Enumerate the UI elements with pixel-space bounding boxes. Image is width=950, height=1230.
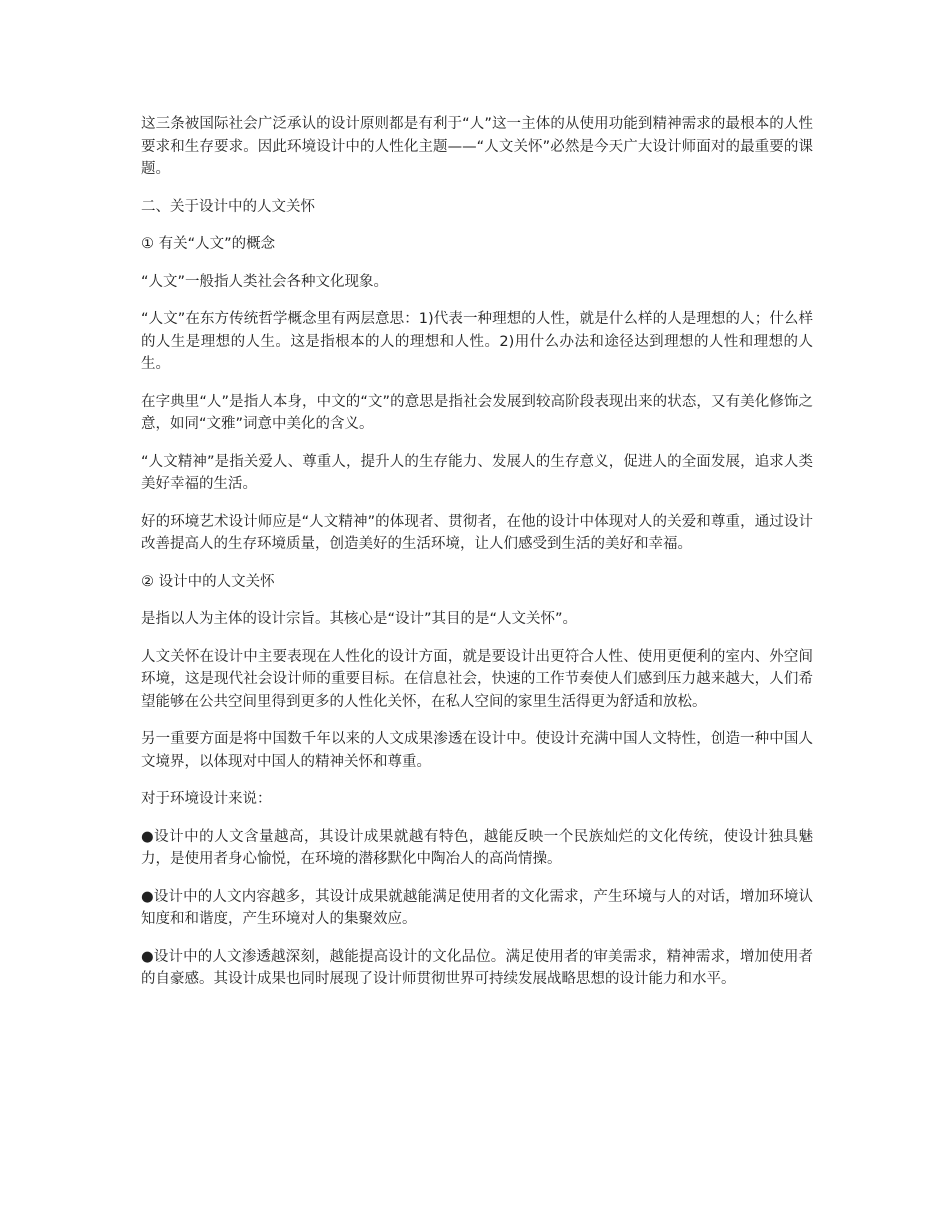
bullet-item [141,946,813,991]
document-page [141,113,813,1006]
paragraph-good-designer: 好的环境艺术设计师应是“人文精神”的体现者、贯彻者，在他的设计中体现对人的关爱和尊重，通过设计改善提高人的生存环境质量，创造美好的生活环境，让人们感受到生活的美好和幸福。 [141,513,813,552]
subsection-heading-1: ① 有关“人文”的概念 [141,236,276,252]
paragraph-humanities-definition: “人文”一般指人类社会各种文化现象。 [141,273,389,290]
bullet-icon: ● [141,888,154,905]
bullet-text: 设计中的人文渗透越深刻，越能提高设计的文化品位。满足使用者的审美需求，精神需求，增加使用者的自豪感。其设计成果也同时展现了设计师贯彻世界可持续发展战略思想的设计能力和水平。 [141,948,814,987]
bullet-item [141,886,813,931]
paragraph-eastern-philosophy: “人文”在东方传统哲学概念里有两层意思：1)代表一种理想的人性，就是什么样的人是理想的人；什么样的人生是理想的人生。这是指根本的人的理想和人性。2)用什么办法和途径达到理想的人性和理想的人生。 [141,311,813,372]
bullet-icon: ● [141,828,155,845]
paragraph-design-purpose: 是指以人为主体的设计宗旨。其核心是“设计”其目的是“人文关怀”。 [141,611,578,627]
subsection-heading-2: ② 设计中的人文关怀 [141,573,275,590]
paragraph-chinese-culture: 另一重要方面是将中国数千年以来的人文成果渗透在设计中。使设计充满中国人文特性，创造一种中国人文境界，以体现对中国人的精神关怀和尊重。 [141,731,813,770]
paragraph-humanized-design: 人文关怀在设计中主要表现在人性化的设计方面，就是要设计出更符合人性、使用更便利的室内、外空间环境，这是现代社会设计师的重要目标。在信息社会，快速的工作节奏使人们感到压力越来越大，人们希望能够在公共空间里得到更多的人性化关怀，在私人空间的家里生活得更为舒适和放松。 [141,648,813,710]
paragraph-dictionary: 在字典里“人”是指人本身，中文的“文”的意思是指社会发展到较高阶段表现出来的状态，又有美化修饰之意，如同“文雅”词意中美化的含义。 [141,393,813,432]
bullet-icon: ● [141,948,154,965]
section-heading: 二、关于设计中的人文关怀 [141,198,315,215]
bullet-text: 设计中的人文内容越多，其设计成果就越能满足使用者的文化需求，产生环境与人的对话，增加环境认知度和和谐度，产生环境对人的集聚效应。 [141,888,814,927]
paragraph-for-environment-design: 对于环境设计来说： [141,791,272,807]
paragraph-humanistic-spirit: “人文精神”是指关爱人、尊重人，提升人的生存能力、发展人的生存意义，促进人的全面发展，追求人类美好幸福的生活。 [141,453,813,492]
intro-paragraph: 这三条被国际社会广泛承认的设计原则都是有利于“人”这一主体的从使用功能到精神需求的最根本的人性要求和生存要求。因此环境设计中的人性化主题——“人文关怀”必然是今天广大设计师面对的最重要的课题。 [141,116,813,177]
bullet-text: 设计中的人文含量越高，其设计成果就越有特色，越能反映一个民族灿烂的文化传统，使设计独具魅力，是使用者身心愉悦，在环境的潜移默化中陶冶人的高尚情操。 [141,828,813,867]
bullet-item [141,826,813,871]
